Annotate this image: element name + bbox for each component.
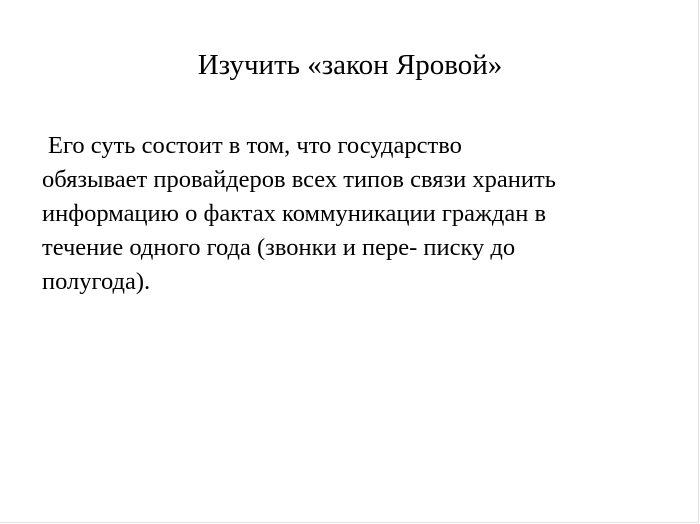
body-line: информацию о фактах коммуникации граждан в: [42, 200, 547, 227]
body-line: Его суть состоит в том, что государство: [48, 132, 462, 159]
slide-body-text: [42, 129, 682, 299]
body-line: полугода).: [42, 268, 151, 295]
body-line: обязывает провайдеров всех типов связи хранить: [42, 166, 556, 193]
body-line: течение одного года (звонки и пере- писку до: [42, 234, 516, 261]
slide-title: Изучить «закон Яровой»: [197, 49, 503, 81]
